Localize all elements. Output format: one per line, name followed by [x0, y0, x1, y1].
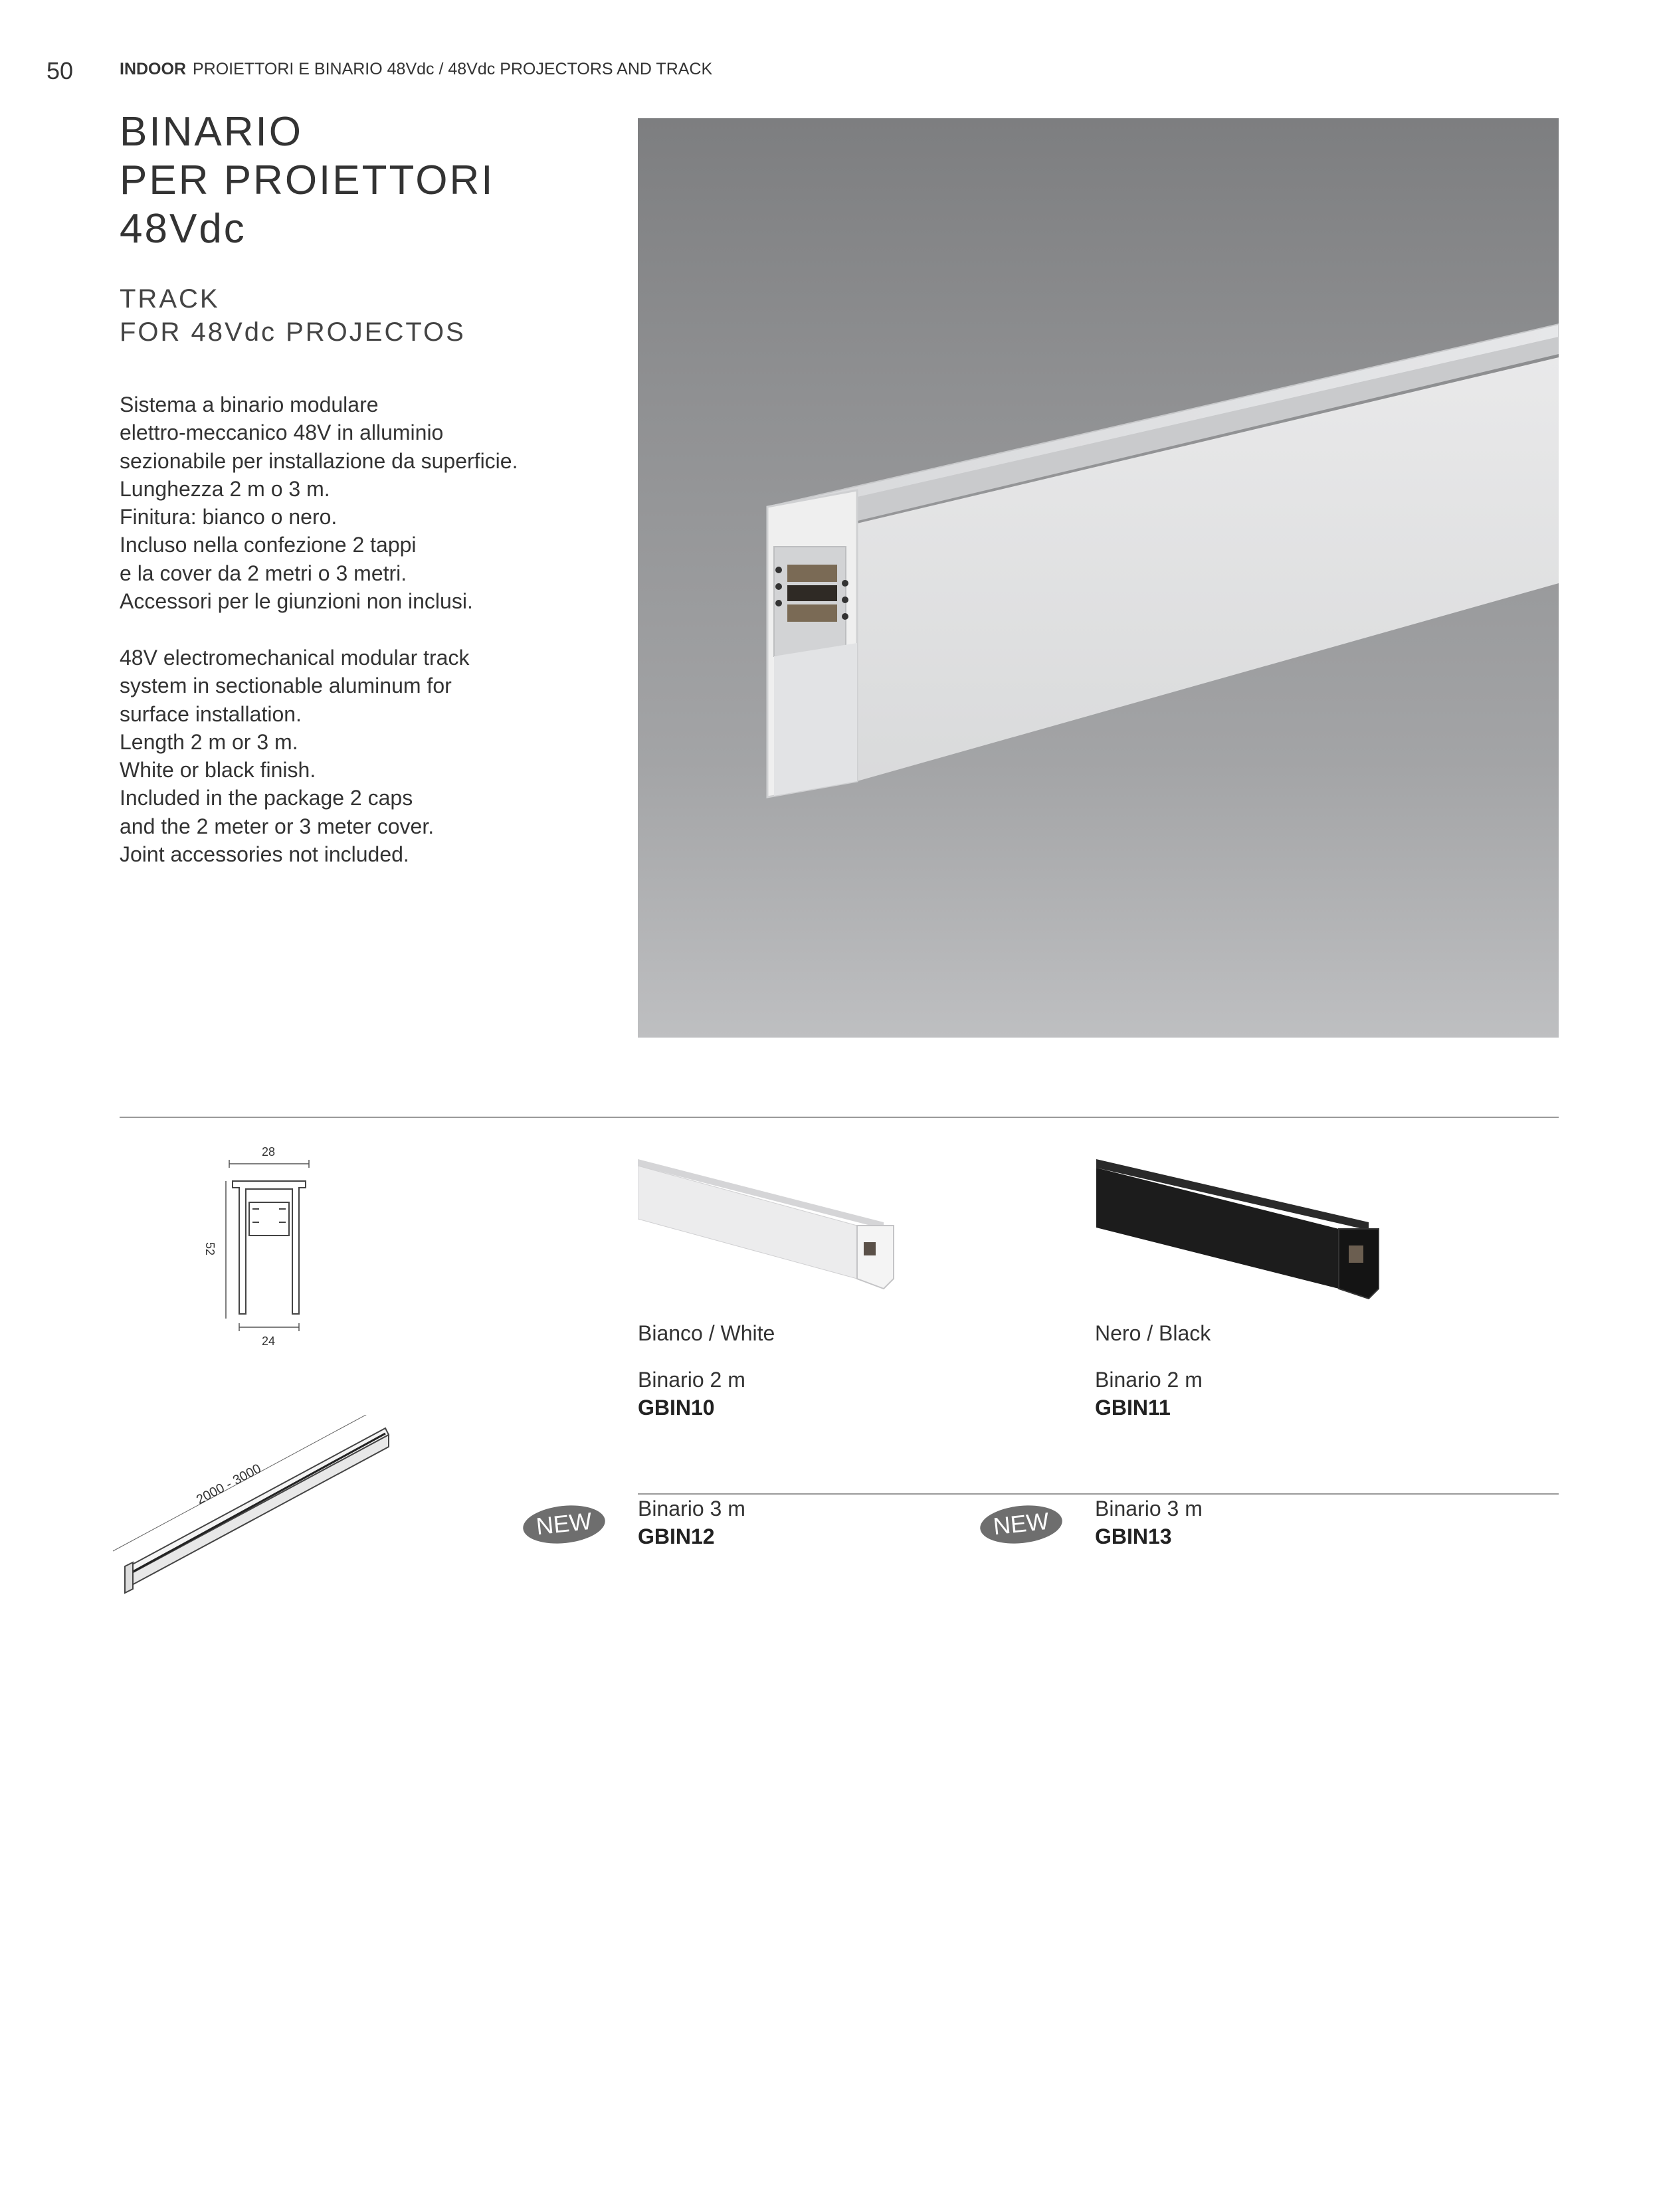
new-badge — [979, 1504, 1063, 1548]
page-title — [120, 108, 495, 253]
desc-en-line: system in sectionable aluminum for — [120, 674, 452, 698]
desc-en-line: Included in the package 2 caps — [120, 786, 413, 810]
desc-it-line: elettro-meccanico 48V in alluminio — [120, 420, 444, 445]
page-number: 50 — [47, 57, 74, 84]
title-line-1: BINARIO — [120, 109, 303, 155]
title-line-2: PER PROIETTORI — [120, 157, 495, 203]
dim-width-top: 28 — [261, 1145, 276, 1158]
hero-product-image — [638, 118, 1559, 1038]
dim-width-bottom: 24 — [261, 1335, 276, 1348]
desc-en-line: Joint accessories not included. — [120, 842, 409, 867]
product-code: GBIN12 — [638, 1524, 715, 1548]
subtitle-line-1: TRACK — [120, 284, 220, 314]
desc-en-line: surface installation. — [120, 701, 302, 726]
track-length-drawing — [106, 1415, 399, 1601]
section-divider — [120, 1117, 1559, 1118]
desc-it-line: Finitura: bianco o nero. — [120, 505, 338, 529]
product-white-3m — [638, 1495, 745, 1550]
product-name: Binario 2 m — [1095, 1368, 1203, 1392]
desc-en-line: Length 2 m or 3 m. — [120, 729, 298, 754]
product-name: Binario 2 m — [638, 1368, 745, 1392]
product-white-2m — [638, 1366, 745, 1422]
new-badge-label: NEW — [991, 1507, 1050, 1540]
product-black-2m — [1095, 1366, 1203, 1422]
desc-it-line: Lunghezza 2 m o 3 m. — [120, 476, 330, 501]
section-drawing — [186, 1143, 345, 1362]
description-english — [120, 644, 469, 868]
desc-it-line: e la cover da 2 metri o 3 metri. — [120, 561, 407, 585]
section-subtitle: PROIETTORI E BINARIO 48Vdc / 48Vdc PROJECTORS AND TRACK — [193, 60, 713, 78]
product-code: GBIN13 — [1095, 1524, 1172, 1548]
new-badge — [522, 1504, 606, 1548]
product-code: GBIN11 — [1095, 1396, 1171, 1420]
finish-label-white: Bianco / White — [638, 1321, 775, 1345]
desc-it-line: Accessori per le giunzioni non inclusi. — [120, 589, 473, 614]
finish-label-black: Nero / Black — [1095, 1321, 1211, 1345]
dim-length: 2000 - 3000 — [194, 1461, 264, 1508]
subtitle-line-2: FOR 48Vdc PROJECTOS — [120, 318, 466, 347]
running-head — [120, 60, 712, 79]
description-italian — [120, 391, 518, 615]
product-code: GBIN10 — [638, 1396, 715, 1420]
desc-it-line: Incluso nella confezione 2 tappi — [120, 533, 417, 557]
product-black-3m — [1095, 1495, 1203, 1550]
desc-it-line: sezionabile per installazione da superficie. — [120, 448, 518, 473]
desc-en-line: White or black finish. — [120, 758, 316, 783]
black-track-image — [1096, 1149, 1415, 1322]
desc-en-line: and the 2 meter or 3 meter cover. — [120, 814, 435, 838]
product-name: Binario 3 m — [638, 1497, 745, 1521]
dim-height: 52 — [203, 1242, 217, 1256]
white-track-image — [638, 1149, 917, 1302]
desc-en-line: 48V electromechanical modular track — [120, 646, 470, 670]
page-subtitle — [120, 282, 466, 349]
track-render — [638, 118, 1559, 1038]
new-badge-label: NEW — [534, 1507, 593, 1540]
desc-it-line: Sistema a binario modulare — [120, 393, 379, 416]
product-name: Binario 3 m — [1095, 1497, 1203, 1521]
section-label: INDOOR — [120, 60, 186, 78]
title-line-3: 48Vdc — [120, 206, 246, 252]
